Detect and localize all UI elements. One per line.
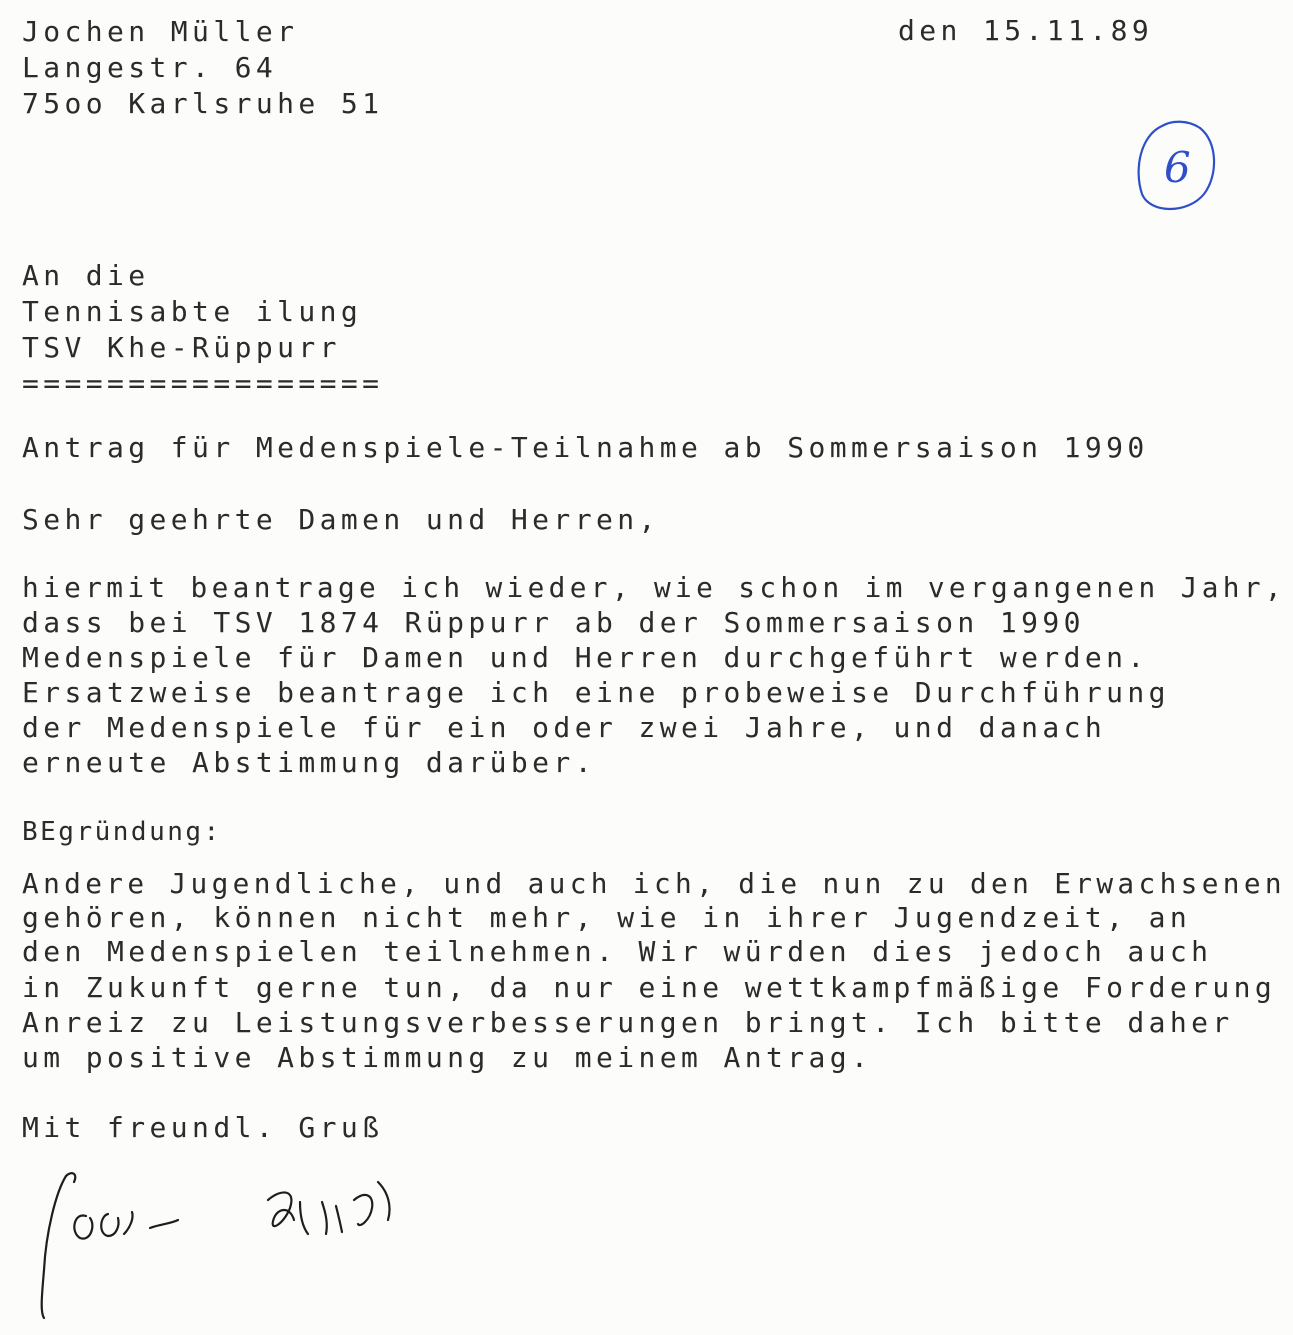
recipient-line-3: TSV Khe-Rüppurr (22, 331, 341, 364)
paragraph-2-line: in Zukunft gerne tun, da nur eine wettkampfmäßige Forderung (22, 971, 1277, 1004)
recipient-underline: ================= (22, 367, 384, 400)
paragraph-2-line: gehören, können nicht mehr, wie in ihrer Jugendzeit, an (22, 901, 1192, 934)
paragraph-2-line: um positive Abstimmung zu meinem Antrag. (22, 1041, 873, 1074)
closing: Mit freundl. Gruß (22, 1111, 384, 1144)
paragraph-2-line: Andere Jugendliche, und auch ich, die nun zu den Erwachsenen (22, 867, 1286, 900)
sender-city: 75oo Karlsruhe 51 (22, 87, 384, 120)
page-number-circle (1132, 118, 1218, 216)
paragraph-1-line: Ersatzweise beantrage ich eine probeweise Durchführung (22, 676, 1170, 709)
paragraph-1-line: erneute Abstimmung darüber. (22, 746, 596, 779)
letter-date: den 15.11.89 (898, 14, 1154, 47)
paragraph-1-line: der Medenspiele für ein oder zwei Jahre, und danach (22, 711, 1107, 744)
paragraph-2-line: Anreiz zu Leistungsverbesserungen bringt. Ich bitte daher (22, 1006, 1234, 1039)
paragraph-1-line: Medenspiele für Damen und Herren durchgeführt werden. (22, 641, 1149, 674)
recipient-line-1: An die (22, 259, 150, 292)
paragraph-1-line: hiermit beantrage ich wieder, wie schon im vergangenen Jahr, (22, 571, 1286, 604)
reason-heading: BEgründung: (22, 817, 222, 847)
salutation: Sehr geehrte Damen und Herren, (22, 503, 660, 536)
handwritten-signature (38, 1162, 418, 1322)
subject-line: Antrag für Medenspiele-Teilnahme ab Sommersaison 1990 (22, 431, 1149, 464)
paragraph-2-line: den Medenspielen teilnehmen. Wir würden dies jedoch auch (22, 935, 1213, 968)
page-number: 6 (1164, 143, 1191, 192)
sender-name: Jochen Müller (22, 15, 299, 48)
paragraph-1-line: dass bei TSV 1874 Rüppurr ab der Sommersaison 1990 (22, 606, 1085, 639)
sender-street: Langestr. 64 (22, 51, 278, 84)
recipient-line-2: Tennisabte ilung (22, 295, 363, 328)
